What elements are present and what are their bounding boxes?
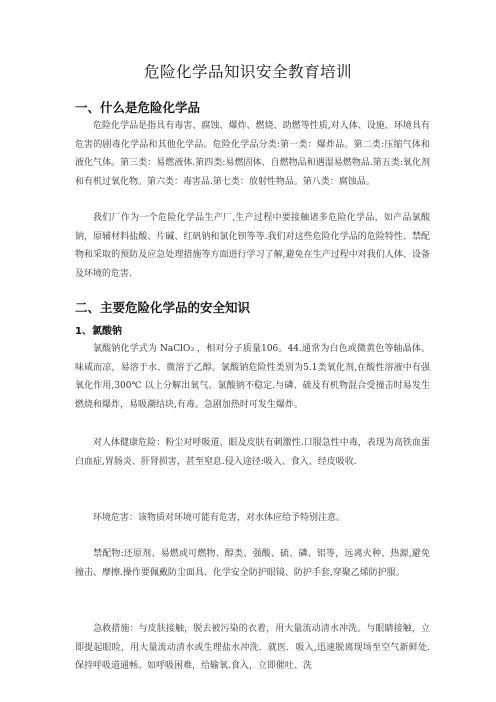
section2-paragraph-5: 急救措施：与皮肤接触，脱去被污染的衣着，用大量流动清水冲洗。与眼睛接触，立即提起眼睑，用大量流动清水或生理盐水冲洗．就医．吸入,迅速脱离现场至空气新鲜处.保持呼吸道通畅。如呼吸困难，给输氧.食入，立即催吐、洗 [75,624,430,672]
section1-paragraph-1: 危险化学品是指具有毒害、腐蚀、爆炸、燃烧、助燃等性质,对人体、设施、环境具有危害的剧毒化学品和其他化学品。危险化学品分类:第一类：爆炸品。第二类:压缩气体和液化气体。第三类：易燃液体.第四类:易燃固体、自燃物品和遇湿易燃物品.第五类:氧化剂和有机过氧化物。第六类：毒害品.第七类：放射性物品。第八类：腐蚀品。 [75,121,430,187]
subsection-sodium-chlorate-heading: 1、氯酸钠 [75,326,122,337]
section1-paragraph-2: 我们厂作为一个危险化学品生产厂,生产过程中要接触诸多危险化学品，如产品氯酸钠，原辅材料盐酸、片碱、红矾钠和氯化钡等等.我们对这些危险化学品的危险特性、禁配物和采取的预防及应急处理措施等方面进行学习了解,避免在生产过程中对我们人体、设备及环境的危害. [75,213,430,279]
section2-heading: 二、主要危险化学品的安全知识 [75,300,251,315]
document-title: 危险化学品知识安全教育培训 [143,63,352,81]
section2-paragraph-4: 禁配物:还原剂、易燃或可燃物、醇类、强酸、硫、磷、铝等，远离火种、热源,避免撞击、摩擦.操作要佩戴防尘面具、化学安全防护眼镜、防护手套,穿聚乙烯防护服。 [75,549,430,578]
section2-paragraph-3: 环境危害：该物质对环境可能有危害，对水体应给予特别注意。 [93,513,346,523]
section2-paragraph-2: 对人体健康危险：粉尘对呼吸道、眼及皮肤有刺激性.口服急性中毒，表现为高铁血蛋白血症,胃肠炎、肝肾损害，甚至窒息.侵入途径:吸入、食入、经皮吸收. [75,438,430,467]
section2-paragraph-1: 氯酸钠化学式为 NaClO₃ ，相对分子质量106。44.通常为白色或微黄色等轴晶体。味咸而凉，易溶于水、微溶于乙醇。氯酸钠危险性类别为5.1类氧化剂,在酸性溶液中有强氧化作用,300℃ 以上分解出氧气。氯酸钠不稳定.与磷、硫及有机物混合受撞击时易发生燃烧和爆炸，易吸潮结块,有毒。急剧加热时可发生爆炸。 [75,344,430,410]
section1-heading: 一、什么是危险化学品 [75,100,201,115]
